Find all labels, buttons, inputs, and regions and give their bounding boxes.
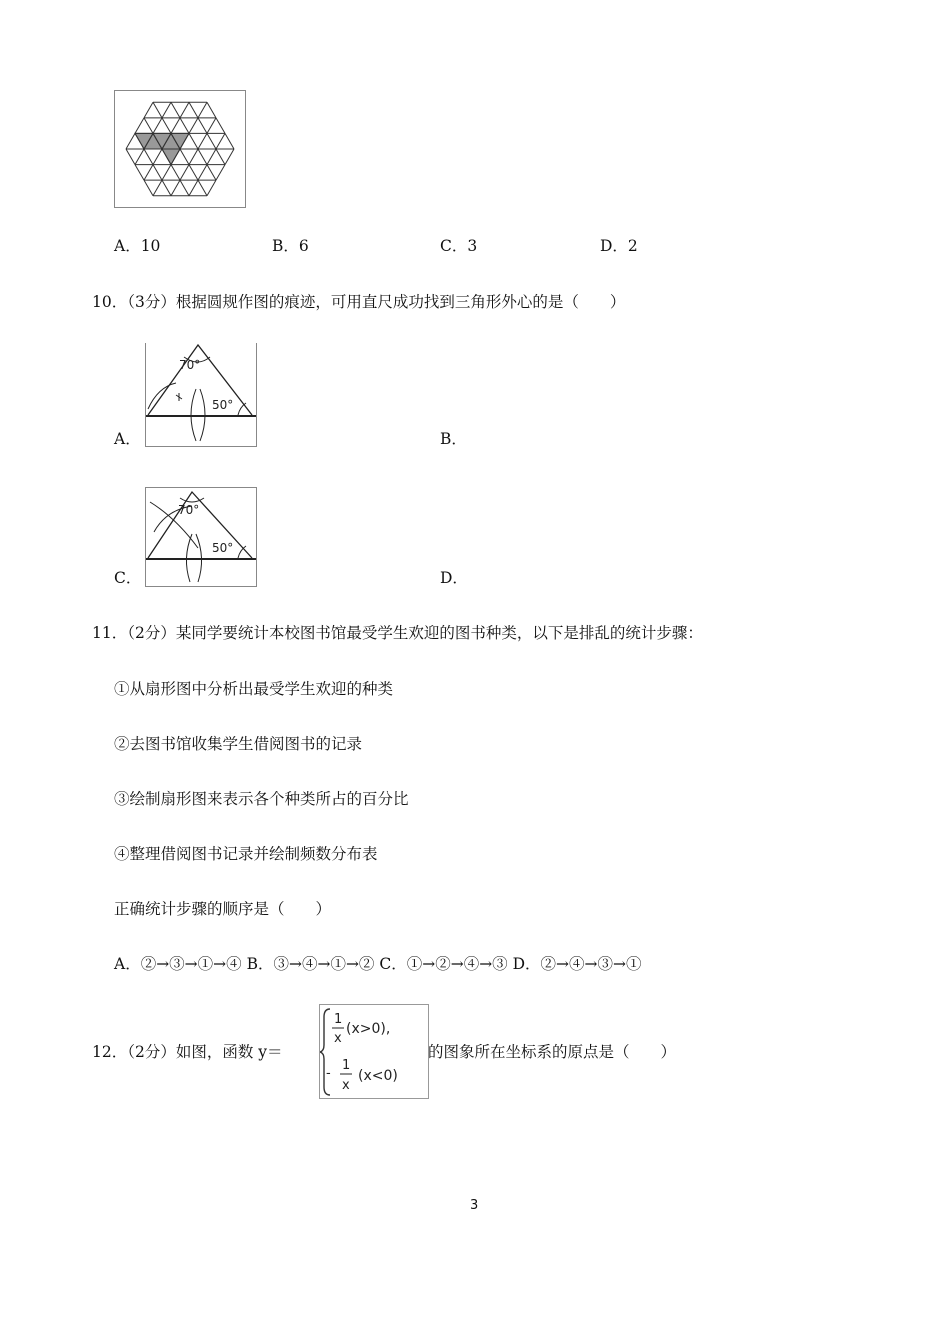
grid-line xyxy=(189,102,198,118)
grid-line xyxy=(171,118,180,134)
grid-line xyxy=(171,165,180,181)
q11-options: A．②→③→①→④ B．③→④→①→② C．①→②→④→③ D．②→④→③→① xyxy=(114,955,642,973)
q9-option-a: A．10 xyxy=(114,237,161,255)
grid-line xyxy=(144,149,153,165)
q10-label-b: B． xyxy=(440,430,467,448)
grid-line xyxy=(216,165,225,181)
grid-line xyxy=(216,133,225,149)
grid-line xyxy=(198,118,207,134)
triangle-grid-figure xyxy=(114,90,246,208)
q9-option-b: B．6 xyxy=(272,237,309,255)
hex-grid-svg xyxy=(115,91,245,207)
grid-line xyxy=(216,149,225,165)
piecewise-function-svg xyxy=(320,1005,428,1098)
grid-line xyxy=(153,180,162,196)
angle-label-top-a: 70° xyxy=(179,358,201,372)
grid-line xyxy=(180,149,189,165)
page-number: 3 xyxy=(470,1198,479,1213)
grid-line xyxy=(189,133,198,149)
grid-line xyxy=(162,165,171,181)
case1-condition: (x>0), xyxy=(346,1021,391,1037)
grid-line xyxy=(144,102,153,118)
grid-line xyxy=(207,102,216,118)
grid-line xyxy=(198,133,207,149)
grid-line xyxy=(153,118,162,134)
q10-label-d: D． xyxy=(440,569,468,587)
q12-stem-after: 的图象所在坐标系的原点是（ ） xyxy=(428,1043,677,1061)
q10-stem: 10．（3分）根据圆规作图的痕迹，可用直尺成功找到三角形外心的是（ ） xyxy=(92,293,626,311)
q12-stem-before: 12．（2分）如图，函数 y＝ xyxy=(92,1043,283,1061)
case1-numerator: 1 xyxy=(334,1012,343,1027)
grid-line xyxy=(180,118,189,134)
q11-stem: 11．（2分）某同学要统计本校图书馆最受学生欢迎的图书种类，以下是排乱的统计步骤： xyxy=(92,624,703,642)
grid-line xyxy=(207,180,216,196)
grid-line xyxy=(198,165,207,181)
grid-line xyxy=(189,118,198,134)
case2-sign: - xyxy=(326,1066,331,1081)
shaded-triangle xyxy=(162,149,180,165)
q11-step-2: ②去图书馆收集学生借阅图书的记录 xyxy=(114,735,363,753)
case2-numerator: 1 xyxy=(342,1058,351,1073)
grid-line xyxy=(189,180,198,196)
grid-line xyxy=(198,149,207,165)
grid-line xyxy=(162,118,171,134)
q10-figure-c xyxy=(145,487,257,587)
grid-line xyxy=(189,165,198,181)
grid-line xyxy=(180,180,189,196)
grid-line xyxy=(207,133,216,149)
grid-line xyxy=(171,180,180,196)
q9-option-d: D．2 xyxy=(600,237,638,255)
case2-denominator: x xyxy=(342,1078,350,1093)
grid-line xyxy=(225,133,234,149)
angle-label-right-a: 50° xyxy=(212,398,234,412)
q10-label-a: A． xyxy=(114,430,141,448)
grid-line xyxy=(180,165,189,181)
grid-line xyxy=(198,180,207,196)
grid-line xyxy=(153,165,162,181)
angle-label-right-c: 50° xyxy=(212,541,234,555)
q11-step-4: ④整理借阅图书记录并绘制频数分布表 xyxy=(114,845,378,863)
grid-line xyxy=(225,149,234,165)
case1-denominator: x xyxy=(334,1031,342,1046)
grid-line xyxy=(171,102,180,118)
q11-step-1: ①从扇形图中分析出最受学生欢迎的种类 xyxy=(114,680,394,698)
q11-step-3: ③绘制扇形图来表示各个种类所占的百分比 xyxy=(114,790,409,808)
grid-line xyxy=(126,133,135,149)
grid-line xyxy=(126,149,135,165)
q11-question: 正确统计步骤的顺序是（ ） xyxy=(114,900,332,918)
grid-line xyxy=(198,102,207,118)
q9-option-c: C．3 xyxy=(440,237,478,255)
grid-line xyxy=(135,165,144,181)
q10-label-c: C． xyxy=(114,569,142,587)
grid-line xyxy=(189,149,198,165)
grid-line xyxy=(135,149,144,165)
grid-line xyxy=(180,102,189,118)
grid-line xyxy=(207,149,216,165)
triangle-a-svg xyxy=(146,343,256,446)
q10-figure-a xyxy=(145,343,257,447)
piecewise-function-image xyxy=(319,1004,429,1099)
grid-line xyxy=(162,102,171,118)
grid-line xyxy=(144,165,153,181)
triangle-c-svg xyxy=(146,488,256,586)
grid-line xyxy=(207,118,216,134)
grid-line xyxy=(207,165,216,181)
grid-line xyxy=(216,118,225,134)
grid-line xyxy=(153,102,162,118)
grid-line xyxy=(162,180,171,196)
grid-line xyxy=(144,180,153,196)
angle-label-top-c: 70° xyxy=(178,503,200,517)
grid-line xyxy=(135,118,144,134)
case2-condition: (x<0) xyxy=(358,1068,398,1084)
grid-line xyxy=(153,149,162,165)
grid-line xyxy=(144,118,153,134)
